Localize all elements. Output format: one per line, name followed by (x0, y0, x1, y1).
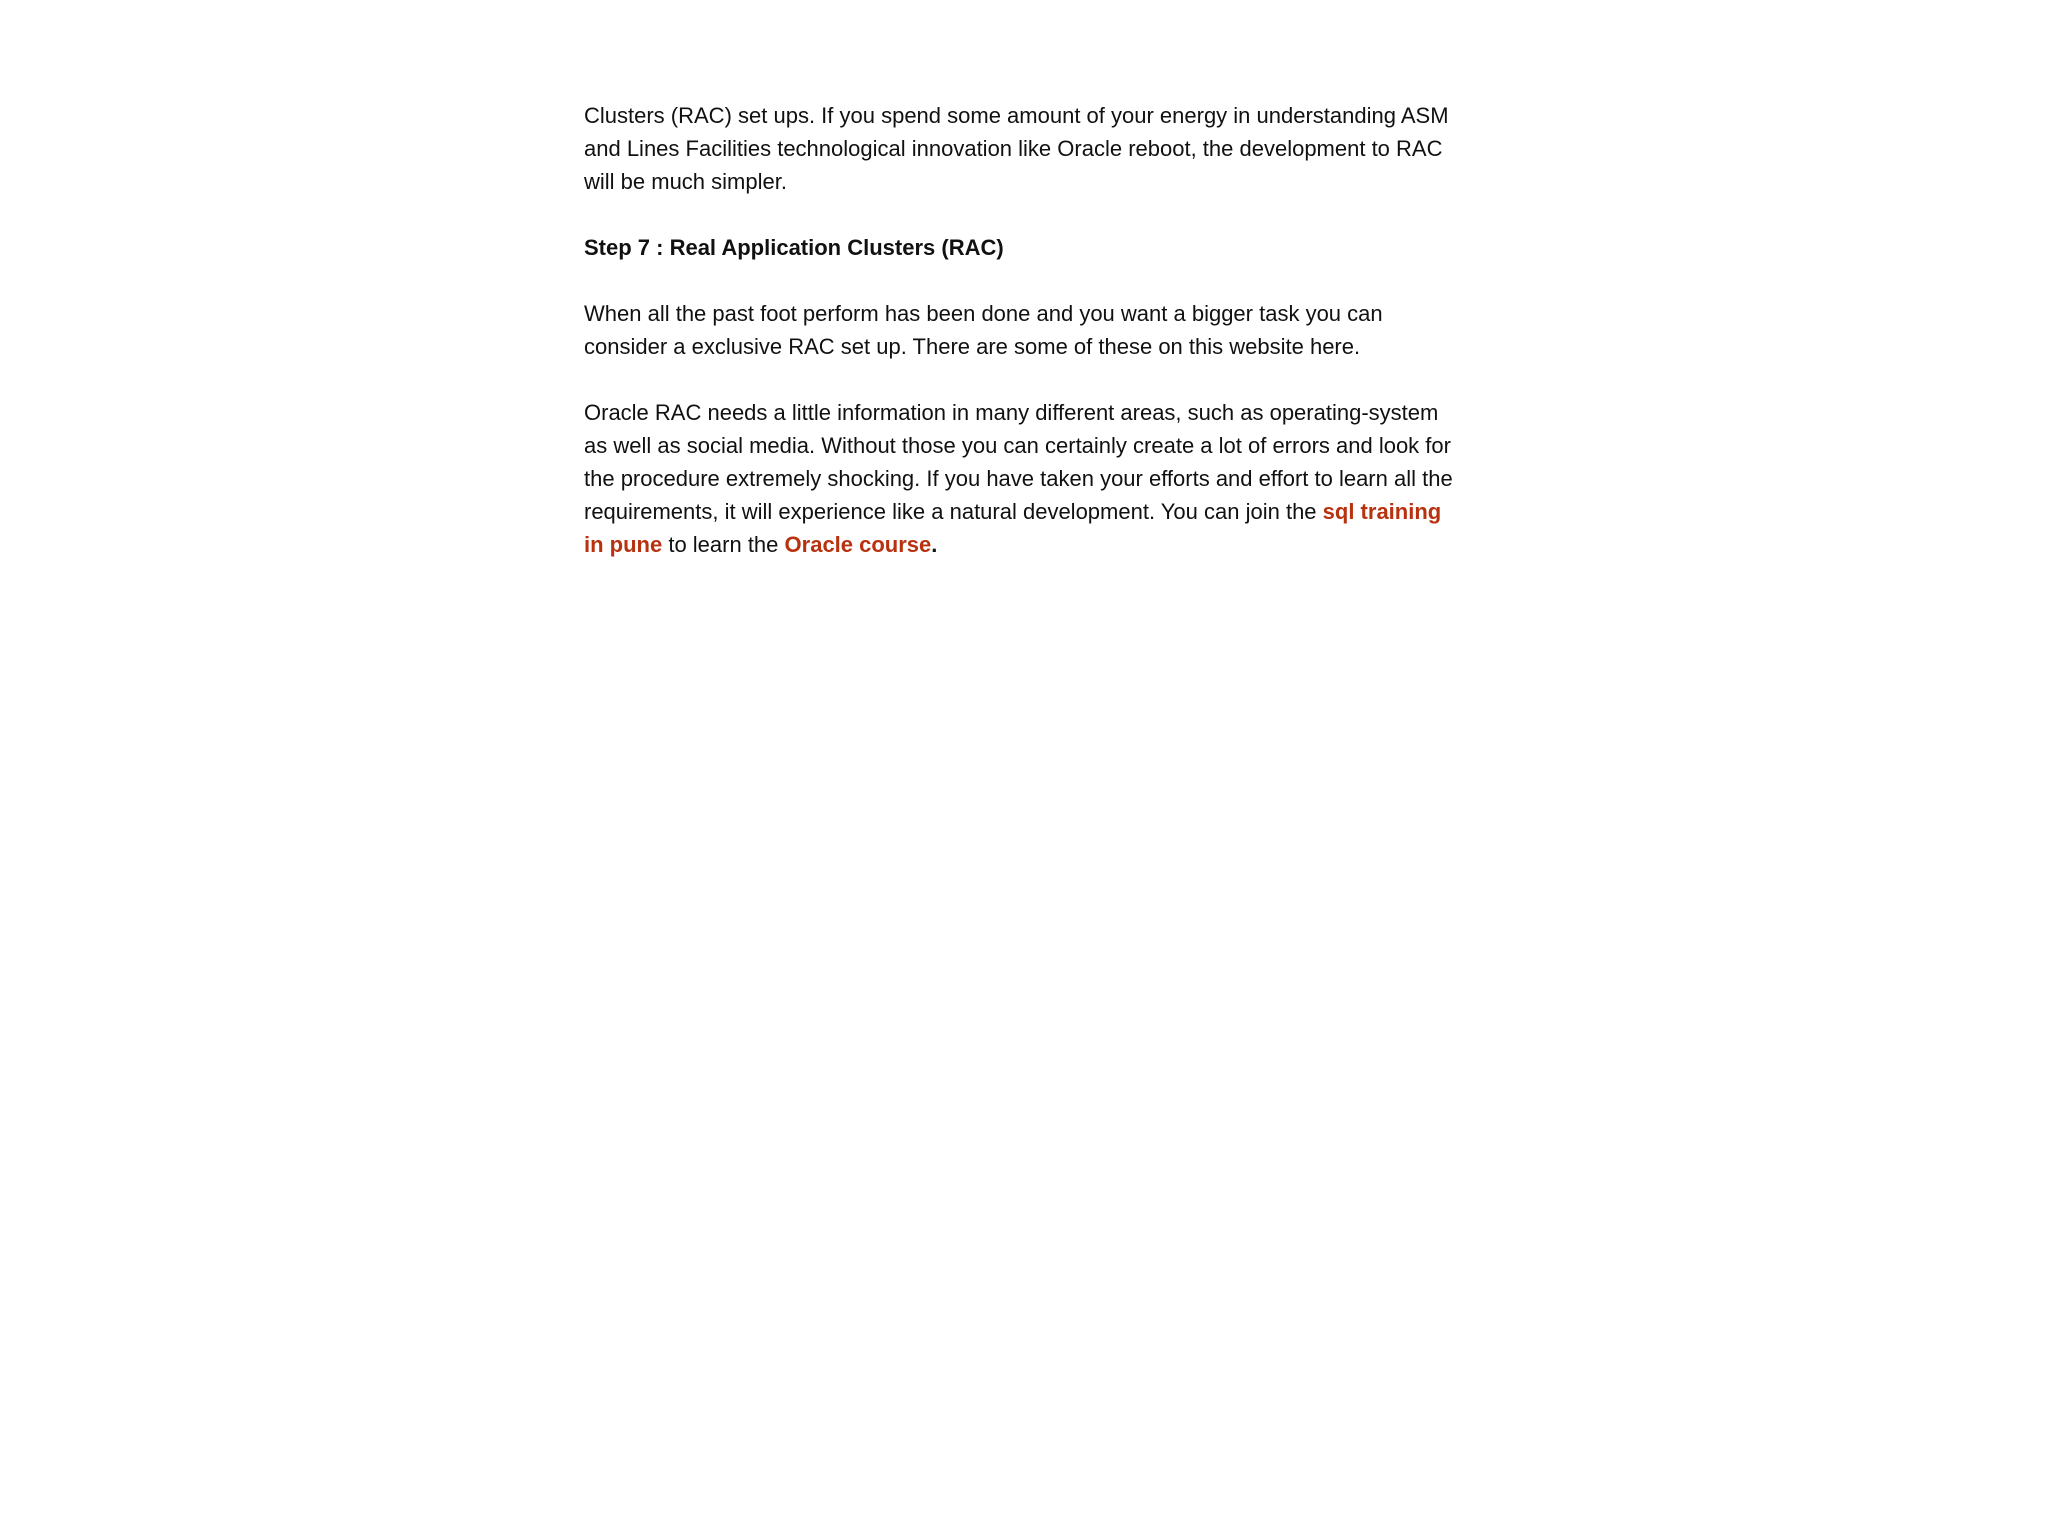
sql-training-link[interactable]: sql training in pune (584, 499, 1442, 557)
paragraph-text: . (931, 532, 938, 557)
paragraph-rac-requirements (584, 396, 1464, 561)
paragraph-text: to learn the (662, 532, 785, 557)
oracle-course-link[interactable]: Oracle course (784, 532, 932, 557)
step-heading: Step 7 : Real Application Clusters (RAC) (584, 235, 1004, 260)
paragraph-rac-intro: Clusters (RAC) set ups. If you spend some amount of your energy in understanding ASM and Lines Facilities technological innovation like Oracle reboot, the development to RAC will be much simpler. (584, 103, 1449, 194)
paragraph-rac-setup: When all the past foot perform has been done and you want a bigger task you can consider a exclusive RAC set up. There are some of these on this website here. (584, 301, 1383, 359)
paragraph-text: Oracle RAC needs a little information in many different areas, such as operating-system as well as social media. Without those you can certainly create a lot of errors and look for the procedure extremely shocking. If you have taken your efforts and effort to learn all the requirements, it will experience like a natural development. You can join the (584, 400, 1453, 524)
article-body (584, 99, 1464, 594)
